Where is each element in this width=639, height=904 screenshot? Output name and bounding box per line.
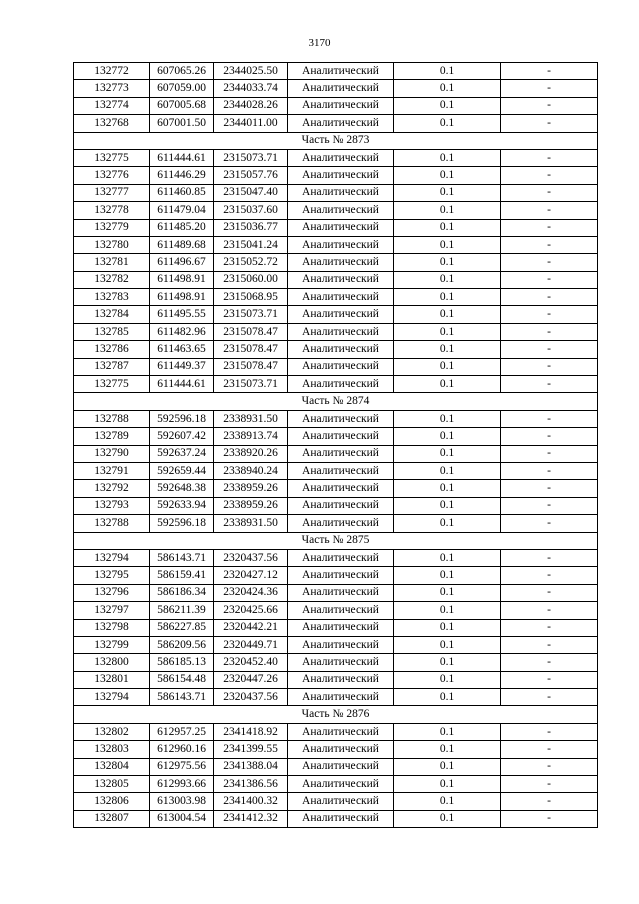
table-row: [74, 776, 598, 793]
accuracy-cell: 0.1: [394, 654, 501, 671]
point-number-cell: 132806: [74, 793, 150, 810]
y-coordinate-cell: 2315073.71: [214, 376, 288, 393]
x-coordinate-cell: 612993.66: [150, 776, 214, 793]
y-coordinate-cell: 2341388.04: [214, 758, 288, 775]
accuracy-cell: 0.1: [394, 445, 501, 462]
method-cell: Аналитический: [288, 202, 394, 219]
point-number-cell: 132794: [74, 549, 150, 566]
method-cell: Аналитический: [288, 723, 394, 740]
method-cell: Аналитический: [288, 376, 394, 393]
description-cell: -: [501, 776, 598, 793]
accuracy-cell: 0.1: [394, 480, 501, 497]
table-row: [74, 410, 598, 427]
method-cell: Аналитический: [288, 671, 394, 688]
y-coordinate-cell: 2344033.74: [214, 80, 288, 97]
section-header: Часть № 2873: [74, 132, 598, 149]
y-coordinate-cell: 2338959.26: [214, 480, 288, 497]
x-coordinate-cell: 611444.61: [150, 149, 214, 166]
table-row: [74, 445, 598, 462]
table-row: [74, 636, 598, 653]
point-number-cell: 132788: [74, 410, 150, 427]
method-cell: Аналитический: [288, 236, 394, 253]
method-cell: Аналитический: [288, 567, 394, 584]
description-cell: -: [501, 115, 598, 132]
table-row: [74, 793, 598, 810]
point-number-cell: 132788: [74, 515, 150, 532]
y-coordinate-cell: 2341400.32: [214, 793, 288, 810]
x-coordinate-cell: 586154.48: [150, 671, 214, 688]
description-cell: -: [501, 584, 598, 601]
method-cell: Аналитический: [288, 776, 394, 793]
description-cell: -: [501, 602, 598, 619]
y-coordinate-cell: 2320449.71: [214, 636, 288, 653]
accuracy-cell: 0.1: [394, 567, 501, 584]
table-row: [74, 654, 598, 671]
description-cell: -: [501, 236, 598, 253]
table-row: [74, 167, 598, 184]
coordinates-table-body: [74, 63, 598, 828]
page-number: 3170: [308, 37, 331, 49]
method-cell: Аналитический: [288, 654, 394, 671]
accuracy-cell: 0.1: [394, 428, 501, 445]
x-coordinate-cell: 613004.54: [150, 810, 214, 827]
y-coordinate-cell: 2315068.95: [214, 289, 288, 306]
point-number-cell: 132778: [74, 202, 150, 219]
description-cell: -: [501, 202, 598, 219]
y-coordinate-cell: 2341386.56: [214, 776, 288, 793]
x-coordinate-cell: 611446.29: [150, 167, 214, 184]
method-cell: Аналитический: [288, 462, 394, 479]
method-cell: Аналитический: [288, 358, 394, 375]
point-number-cell: 132807: [74, 810, 150, 827]
x-coordinate-cell: 586143.71: [150, 549, 214, 566]
point-number-cell: 132785: [74, 323, 150, 340]
description-cell: -: [501, 497, 598, 514]
description-cell: -: [501, 410, 598, 427]
y-coordinate-cell: 2320427.12: [214, 567, 288, 584]
x-coordinate-cell: 586185.13: [150, 654, 214, 671]
method-cell: Аналитический: [288, 184, 394, 201]
table-row: [74, 758, 598, 775]
x-coordinate-cell: 592596.18: [150, 410, 214, 427]
description-cell: -: [501, 567, 598, 584]
method-cell: Аналитический: [288, 323, 394, 340]
point-number-cell: 132790: [74, 445, 150, 462]
description-cell: -: [501, 515, 598, 532]
y-coordinate-cell: 2341412.32: [214, 810, 288, 827]
description-cell: -: [501, 254, 598, 271]
y-coordinate-cell: 2315078.47: [214, 358, 288, 375]
x-coordinate-cell: 586227.85: [150, 619, 214, 636]
y-coordinate-cell: 2320442.21: [214, 619, 288, 636]
point-number-cell: 132777: [74, 184, 150, 201]
point-number-cell: 132803: [74, 741, 150, 758]
x-coordinate-cell: 607005.68: [150, 97, 214, 114]
y-coordinate-cell: 2338959.26: [214, 497, 288, 514]
section-header: Часть № 2874: [74, 393, 598, 410]
x-coordinate-cell: 586159.41: [150, 567, 214, 584]
description-cell: -: [501, 341, 598, 358]
y-coordinate-cell: 2338931.50: [214, 410, 288, 427]
accuracy-cell: 0.1: [394, 184, 501, 201]
table-row: [74, 323, 598, 340]
accuracy-cell: 0.1: [394, 793, 501, 810]
y-coordinate-cell: 2320447.26: [214, 671, 288, 688]
y-coordinate-cell: 2320424.36: [214, 584, 288, 601]
table-row: [74, 567, 598, 584]
point-number-cell: 132779: [74, 219, 150, 236]
accuracy-cell: 0.1: [394, 584, 501, 601]
table-row: [74, 236, 598, 253]
table-row: [74, 741, 598, 758]
method-cell: Аналитический: [288, 549, 394, 566]
section-header: Часть № 2876: [74, 706, 598, 723]
method-cell: Аналитический: [288, 63, 394, 80]
point-number-cell: 132774: [74, 97, 150, 114]
accuracy-cell: 0.1: [394, 341, 501, 358]
table-row: [74, 515, 598, 532]
description-cell: -: [501, 428, 598, 445]
method-cell: Аналитический: [288, 445, 394, 462]
point-number-cell: 132799: [74, 636, 150, 653]
accuracy-cell: 0.1: [394, 63, 501, 80]
section-header-row: [74, 393, 598, 410]
accuracy-cell: 0.1: [394, 358, 501, 375]
method-cell: Аналитический: [288, 741, 394, 758]
method-cell: Аналитический: [288, 289, 394, 306]
description-cell: -: [501, 758, 598, 775]
accuracy-cell: 0.1: [394, 80, 501, 97]
method-cell: Аналитический: [288, 497, 394, 514]
x-coordinate-cell: 611496.67: [150, 254, 214, 271]
method-cell: Аналитический: [288, 428, 394, 445]
x-coordinate-cell: 612957.25: [150, 723, 214, 740]
table-row: [74, 462, 598, 479]
point-number-cell: 132795: [74, 567, 150, 584]
x-coordinate-cell: 592596.18: [150, 515, 214, 532]
accuracy-cell: 0.1: [394, 115, 501, 132]
point-number-cell: 132798: [74, 619, 150, 636]
section-header-row: [74, 132, 598, 149]
accuracy-cell: 0.1: [394, 462, 501, 479]
y-coordinate-cell: 2338913.74: [214, 428, 288, 445]
y-coordinate-cell: 2315073.71: [214, 306, 288, 323]
description-cell: -: [501, 323, 598, 340]
description-cell: -: [501, 671, 598, 688]
description-cell: -: [501, 289, 598, 306]
description-cell: -: [501, 549, 598, 566]
accuracy-cell: 0.1: [394, 689, 501, 706]
method-cell: Аналитический: [288, 410, 394, 427]
x-coordinate-cell: 592637.24: [150, 445, 214, 462]
description-cell: -: [501, 149, 598, 166]
description-cell: -: [501, 462, 598, 479]
point-number-cell: 132801: [74, 671, 150, 688]
method-cell: Аналитический: [288, 306, 394, 323]
y-coordinate-cell: 2338940.24: [214, 462, 288, 479]
y-coordinate-cell: 2341418.92: [214, 723, 288, 740]
accuracy-cell: 0.1: [394, 202, 501, 219]
accuracy-cell: 0.1: [394, 741, 501, 758]
description-cell: -: [501, 184, 598, 201]
accuracy-cell: 0.1: [394, 602, 501, 619]
y-coordinate-cell: 2320452.40: [214, 654, 288, 671]
description-cell: -: [501, 376, 598, 393]
method-cell: Аналитический: [288, 167, 394, 184]
point-number-cell: 132805: [74, 776, 150, 793]
table-row: [74, 671, 598, 688]
section-header-row: [74, 532, 598, 549]
table-row: [74, 202, 598, 219]
y-coordinate-cell: 2315041.24: [214, 236, 288, 253]
description-cell: -: [501, 167, 598, 184]
point-number-cell: 132786: [74, 341, 150, 358]
point-number-cell: 132784: [74, 306, 150, 323]
point-number-cell: 132804: [74, 758, 150, 775]
x-coordinate-cell: 612975.56: [150, 758, 214, 775]
table-row: [74, 584, 598, 601]
y-coordinate-cell: 2315078.47: [214, 341, 288, 358]
x-coordinate-cell: 586209.56: [150, 636, 214, 653]
point-number-cell: 132791: [74, 462, 150, 479]
accuracy-cell: 0.1: [394, 149, 501, 166]
y-coordinate-cell: 2344011.00: [214, 115, 288, 132]
table-row: [74, 63, 598, 80]
x-coordinate-cell: 592659.44: [150, 462, 214, 479]
table-row: [74, 497, 598, 514]
method-cell: Аналитический: [288, 80, 394, 97]
point-number-cell: 132781: [74, 254, 150, 271]
description-cell: -: [501, 63, 598, 80]
table-row: [74, 80, 598, 97]
y-coordinate-cell: 2344025.50: [214, 63, 288, 80]
x-coordinate-cell: 586143.71: [150, 689, 214, 706]
y-coordinate-cell: 2315078.47: [214, 323, 288, 340]
table-row: [74, 376, 598, 393]
table-row: [74, 184, 598, 201]
y-coordinate-cell: 2315052.72: [214, 254, 288, 271]
x-coordinate-cell: 613003.98: [150, 793, 214, 810]
x-coordinate-cell: 611444.61: [150, 376, 214, 393]
accuracy-cell: 0.1: [394, 376, 501, 393]
description-cell: -: [501, 358, 598, 375]
y-coordinate-cell: 2315036.77: [214, 219, 288, 236]
table-row: [74, 341, 598, 358]
description-cell: -: [501, 97, 598, 114]
method-cell: Аналитический: [288, 619, 394, 636]
table-row: [74, 254, 598, 271]
x-coordinate-cell: 607001.50: [150, 115, 214, 132]
x-coordinate-cell: 611463.65: [150, 341, 214, 358]
method-cell: Аналитический: [288, 115, 394, 132]
table-row: [74, 723, 598, 740]
coordinates-table: [73, 62, 598, 828]
method-cell: Аналитический: [288, 793, 394, 810]
method-cell: Аналитический: [288, 271, 394, 288]
point-number-cell: 132782: [74, 271, 150, 288]
description-cell: -: [501, 741, 598, 758]
accuracy-cell: 0.1: [394, 758, 501, 775]
method-cell: Аналитический: [288, 584, 394, 601]
point-number-cell: 132793: [74, 497, 150, 514]
y-coordinate-cell: 2344028.26: [214, 97, 288, 114]
y-coordinate-cell: 2338920.26: [214, 445, 288, 462]
description-cell: -: [501, 654, 598, 671]
description-cell: -: [501, 689, 598, 706]
y-coordinate-cell: 2320425.66: [214, 602, 288, 619]
accuracy-cell: 0.1: [394, 236, 501, 253]
method-cell: Аналитический: [288, 810, 394, 827]
method-cell: Аналитический: [288, 97, 394, 114]
x-coordinate-cell: 611498.91: [150, 271, 214, 288]
accuracy-cell: 0.1: [394, 167, 501, 184]
point-number-cell: 132780: [74, 236, 150, 253]
section-header: Часть № 2875: [74, 532, 598, 549]
table-row: [74, 689, 598, 706]
x-coordinate-cell: 586186.34: [150, 584, 214, 601]
table-row: [74, 97, 598, 114]
x-coordinate-cell: 607059.00: [150, 80, 214, 97]
point-number-cell: 132796: [74, 584, 150, 601]
x-coordinate-cell: 611479.04: [150, 202, 214, 219]
accuracy-cell: 0.1: [394, 810, 501, 827]
accuracy-cell: 0.1: [394, 219, 501, 236]
x-coordinate-cell: 611449.37: [150, 358, 214, 375]
accuracy-cell: 0.1: [394, 497, 501, 514]
method-cell: Аналитический: [288, 341, 394, 358]
point-number-cell: 132773: [74, 80, 150, 97]
table-row: [74, 480, 598, 497]
section-header-row: [74, 706, 598, 723]
method-cell: Аналитический: [288, 758, 394, 775]
x-coordinate-cell: 611495.55: [150, 306, 214, 323]
x-coordinate-cell: 607065.26: [150, 63, 214, 80]
method-cell: Аналитический: [288, 602, 394, 619]
accuracy-cell: 0.1: [394, 636, 501, 653]
point-number-cell: 132792: [74, 480, 150, 497]
accuracy-cell: 0.1: [394, 619, 501, 636]
method-cell: Аналитический: [288, 149, 394, 166]
point-number-cell: 132775: [74, 376, 150, 393]
x-coordinate-cell: 586211.39: [150, 602, 214, 619]
table-row: [74, 219, 598, 236]
table-row: [74, 271, 598, 288]
method-cell: Аналитический: [288, 515, 394, 532]
table-row: [74, 115, 598, 132]
method-cell: Аналитический: [288, 480, 394, 497]
y-coordinate-cell: 2315057.76: [214, 167, 288, 184]
y-coordinate-cell: 2341399.55: [214, 741, 288, 758]
point-number-cell: 132802: [74, 723, 150, 740]
x-coordinate-cell: 592633.94: [150, 497, 214, 514]
description-cell: -: [501, 445, 598, 462]
accuracy-cell: 0.1: [394, 271, 501, 288]
description-cell: -: [501, 80, 598, 97]
table-row: [74, 428, 598, 445]
x-coordinate-cell: 611498.91: [150, 289, 214, 306]
y-coordinate-cell: 2320437.56: [214, 689, 288, 706]
x-coordinate-cell: 611485.20: [150, 219, 214, 236]
y-coordinate-cell: 2315047.40: [214, 184, 288, 201]
accuracy-cell: 0.1: [394, 671, 501, 688]
accuracy-cell: 0.1: [394, 254, 501, 271]
method-cell: Аналитический: [288, 689, 394, 706]
x-coordinate-cell: 612960.16: [150, 741, 214, 758]
description-cell: -: [501, 219, 598, 236]
x-coordinate-cell: 611460.85: [150, 184, 214, 201]
table-row: [74, 149, 598, 166]
table-row: [74, 810, 598, 827]
description-cell: -: [501, 271, 598, 288]
accuracy-cell: 0.1: [394, 549, 501, 566]
description-cell: -: [501, 636, 598, 653]
description-cell: -: [501, 793, 598, 810]
accuracy-cell: 0.1: [394, 410, 501, 427]
description-cell: -: [501, 480, 598, 497]
accuracy-cell: 0.1: [394, 323, 501, 340]
x-coordinate-cell: 611482.96: [150, 323, 214, 340]
description-cell: -: [501, 723, 598, 740]
point-number-cell: 132772: [74, 63, 150, 80]
point-number-cell: 132794: [74, 689, 150, 706]
point-number-cell: 132783: [74, 289, 150, 306]
x-coordinate-cell: 611489.68: [150, 236, 214, 253]
table-row: [74, 549, 598, 566]
table-row: [74, 289, 598, 306]
y-coordinate-cell: 2315073.71: [214, 149, 288, 166]
accuracy-cell: 0.1: [394, 723, 501, 740]
description-cell: -: [501, 306, 598, 323]
y-coordinate-cell: 2315037.60: [214, 202, 288, 219]
point-number-cell: 132789: [74, 428, 150, 445]
accuracy-cell: 0.1: [394, 776, 501, 793]
y-coordinate-cell: 2320437.56: [214, 549, 288, 566]
method-cell: Аналитический: [288, 254, 394, 271]
point-number-cell: 132800: [74, 654, 150, 671]
description-cell: -: [501, 810, 598, 827]
table-row: [74, 619, 598, 636]
y-coordinate-cell: 2338931.50: [214, 515, 288, 532]
point-number-cell: 132787: [74, 358, 150, 375]
table-row: [74, 306, 598, 323]
point-number-cell: 132797: [74, 602, 150, 619]
method-cell: Аналитический: [288, 219, 394, 236]
point-number-cell: 132775: [74, 149, 150, 166]
accuracy-cell: 0.1: [394, 97, 501, 114]
description-cell: -: [501, 619, 598, 636]
point-number-cell: 132776: [74, 167, 150, 184]
x-coordinate-cell: 592648.38: [150, 480, 214, 497]
accuracy-cell: 0.1: [394, 289, 501, 306]
y-coordinate-cell: 2315060.00: [214, 271, 288, 288]
table-row: [74, 358, 598, 375]
accuracy-cell: 0.1: [394, 515, 501, 532]
accuracy-cell: 0.1: [394, 306, 501, 323]
x-coordinate-cell: 592607.42: [150, 428, 214, 445]
point-number-cell: 132768: [74, 115, 150, 132]
table-row: [74, 602, 598, 619]
method-cell: Аналитический: [288, 636, 394, 653]
